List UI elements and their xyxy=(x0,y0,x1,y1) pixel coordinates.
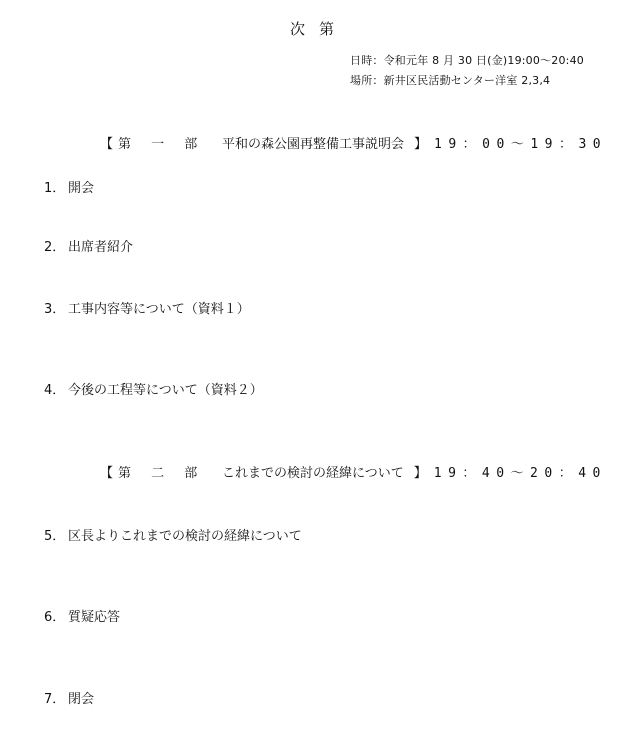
item-number: 2． xyxy=(44,240,66,255)
section-part-1-heading xyxy=(100,133,607,152)
section-time: 19：40～20：40 xyxy=(433,466,607,481)
close-bracket: 】 xyxy=(413,466,427,481)
item-number: 7． xyxy=(44,692,66,707)
agenda-item-mayor-explanation xyxy=(44,525,302,544)
agenda-item-schedule xyxy=(44,379,263,398)
meeting-datetime: 日時：令和元年 8 月 30 日(金)19:00～20:40 xyxy=(350,54,584,67)
meeting-place: 場所：新井区民活動センター洋室 2,3,4 xyxy=(350,74,551,87)
item-label: 閉会 xyxy=(68,692,95,707)
section-part-2-heading xyxy=(100,462,607,481)
item-label: 開会 xyxy=(68,181,95,196)
item-label: 今後の工程等について（資料２） xyxy=(68,383,263,398)
agenda-item-opening xyxy=(44,177,94,196)
item-label: 区長よりこれまでの検討の経緯について xyxy=(68,529,302,544)
item-number: 1． xyxy=(44,181,66,196)
close-bracket: 】 xyxy=(414,137,428,152)
section-part-label: 第 一 部 xyxy=(118,137,206,152)
open-bracket: 【 xyxy=(100,137,114,152)
item-number: 3． xyxy=(44,302,66,317)
agenda-item-construction-details xyxy=(44,298,250,317)
document-title: 次第 xyxy=(289,20,348,38)
item-number: 4． xyxy=(44,383,66,398)
item-label: 工事内容等について（資料１） xyxy=(68,302,250,317)
section-name: これまでの検討の経緯について xyxy=(222,466,404,481)
section-time: 19：00～19：30 xyxy=(434,137,608,152)
item-label: 質疑応答 xyxy=(68,610,121,625)
item-number: 6． xyxy=(44,610,66,625)
open-bracket: 【 xyxy=(100,466,114,481)
agenda-item-introductions xyxy=(44,236,133,255)
section-part-label: 第 二 部 xyxy=(118,466,206,481)
agenda-item-qa xyxy=(44,606,120,625)
section-name: 平和の森公園再整備工事説明会 xyxy=(222,137,405,152)
agenda-item-closing xyxy=(44,688,94,707)
item-label: 出席者紹介 xyxy=(68,240,134,255)
item-number: 5． xyxy=(44,529,66,544)
